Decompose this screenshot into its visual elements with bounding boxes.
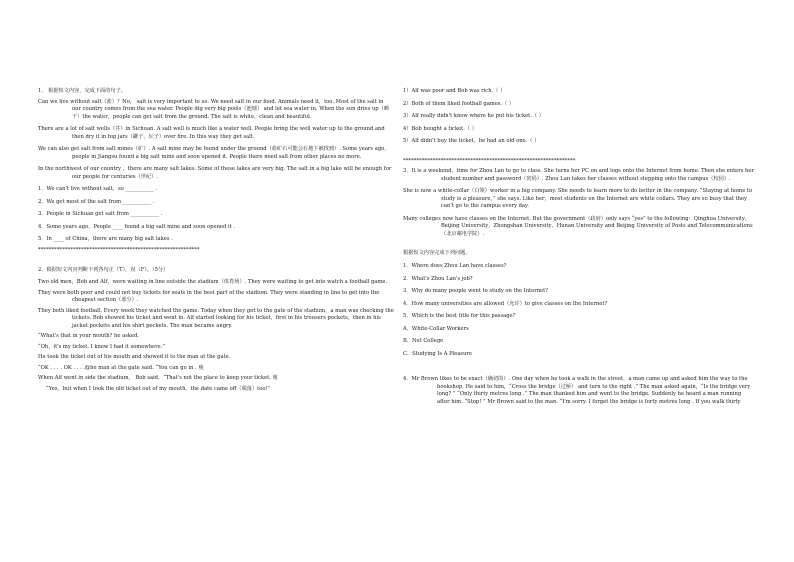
section2-dialogue: When Alf went in side the stadium， Bob said，“That's not the place to keep your ticket. 廋 <box>38 375 278 382</box>
section3-paragraph: She is now a white-collar（白领）worker in a big company. She needs to learn more to do better in the company. “Staying at home to study is a pleasure，” she says. Like her，most students on the Internet are white collars. They are so busy that they can't go to the campus every day. <box>403 188 753 210</box>
section1-question: 1．We can't live without salt，so ___________ . <box>38 186 158 193</box>
section2-statement: 1）Alf was poor and Bob was rich.（ ） <box>403 88 506 94</box>
section2-statement: 3）Alf really didn't know where he put his ticket.（ ） <box>403 113 544 120</box>
separator-stars: ************************************************************ <box>38 246 200 253</box>
section2-statement: 5）Alf didn't buy the ticket，he had an old one.（ ） <box>403 138 540 145</box>
section3-question: 3．Why do many people went to study on the Internet? <box>403 288 548 295</box>
section1-paragraph: There are a lot of salt wells（井）in Sichuan. A salt well is much like a water well. People bring the well water up to the ground and then dry it in big jars（罐子，坛子）over fire. In this way they get salt. <box>38 126 385 140</box>
section2-dialogue: “What's that in your mouth? he asked. <box>38 333 140 340</box>
section3-option: C．Studying Is A Pleasure <box>403 350 472 357</box>
section2-title: 2、根据短文内容判断下列各句正（T）、误（F）。（5分） <box>38 266 169 273</box>
section3-question: 1．Where does Zhou Lan have classes? <box>403 262 507 269</box>
section1-paragraph: Can we live without salt（盐）？No， salt is very important to us. We need salt in our food. Animals need it，too. Most of the salt in our country comes from the sea water. People dig very big pools（池塘） and let sea water in. When the sun dries up（晒干）the water，people can get salt from the ground. The salt is white，clean and beautiful. <box>38 98 389 120</box>
section3-option: B．Net College <box>403 338 444 345</box>
left-column <box>38 88 394 393</box>
section1-paragraph: We can also get salt from salt mines（矿）. A salt mine may be found under the ground（盐矿石可能会在地下被找到）. Some years ago，people in Jiangsu found a big salt mine and soon opened it. People there need salt from other places no more. <box>38 146 390 160</box>
section2-statement: 2）Both of them liked football games.（ ） <box>403 100 515 107</box>
section4-paragraph: 4．Mr Brown likes to be exact（确切的）. One day when he took a walk in the street，a man came up and asked him the way to the bookshop. He said to him，“Cross the bridge（过桥） and turn to the right .” The man asked again，“Is the bridge very long? ” “Only thirty metres long .” The man thanked him and went to the bridge. Suddenly he heard a man running after him. “Stop! ” Mr Brown said to the man. “I'm sorry. I forget the bridge is forty metres long . If you walk thirty <box>403 376 751 405</box>
section2-paragraph: They both liked football. Every week they watched the game. Today when they got to the gate of the stadium，a man was checking the tickets. Bob showed his ticket and went in. Alf started looking for his ticket，first in his trousers pockets，then in his jacket pockets and his shirt pockets. The man became angry. <box>38 307 394 329</box>
section2-paragraph: They were both poor and could not buy tickets for seats in the best part of the stadium. They were standing in line to get into the cheapest section（部分）. <box>38 289 380 304</box>
section1-question: 2．We get most of the salt from ___________ . <box>38 198 155 205</box>
section3-question: 4．How many universities are allowed（允许）to give classes on the Internet? <box>403 300 608 307</box>
section1-question: 3．People in Sichuan get salt from ___________ . <box>38 211 163 218</box>
section3-option: A．White-Collar Workers <box>403 325 469 332</box>
section2-dialogue: “Oh，it's my ticket. I knew I had it somewhere.” <box>38 343 165 350</box>
section3-paragraph: Many colleges now have classes on the Internet. But the government（政府）only says “yes” to the following：Qinghua University，Beijing University，Zhongshan University，Hunan University and Beijing University of Posts and Telecommunications（北京邮电学院）. <box>403 215 753 237</box>
section1-paragraph: In the northwest of our country ，there are many salt lakes. Some of these lakes are very big. The salt in a big lake will be enough for our people for centuries（世纪）. <box>38 166 392 180</box>
section2-dialogue: He took the ticket out of his mouth and showed it to the man at the gate. <box>38 354 231 361</box>
section1-question: 5．In ____ of China，there are many big salt lakes . <box>38 236 173 243</box>
section3-title: 根据短文内容完成下列问题。 <box>403 250 471 257</box>
section2-dialogue: “OK . . . . OK . . . .@he man at the gate said. “You can go in . 廋 <box>38 364 204 371</box>
right-column <box>403 88 755 406</box>
section1-question: 4．Some years ago，People ____ found a big salt mine and soon opened it . <box>38 223 235 230</box>
section3-question: 2．What's Zhou Lan's job? <box>403 275 473 282</box>
section2-dialogue: “Yes，but when I took the old ticket out of my mouth，the date came off（脱落）too!” <box>46 385 271 392</box>
separator-stars: **************************************************************** <box>403 157 576 164</box>
section3-paragraph: 3、It is a weekend，time for Zhou Lan to go to class. She turns her PC on and logs onto the Internet from home. Then she enters her student number and password（密码）. Zhou Lan takes her classes without stepping onto the campus（校园）. <box>403 168 754 182</box>
section2-statement: 4）Bob bought a ticket.（ ） <box>403 125 477 132</box>
section3-question: 5．Which is the best title for this passage? <box>403 313 516 320</box>
section1-title: 1、 根据短文内容，完成下面的句子。 <box>38 88 126 94</box>
section2-paragraph: Two old men，Bob and Alf，were waiting in line outside the stadium（体育场）. They were waiting to get into watch a football game. <box>38 279 388 286</box>
